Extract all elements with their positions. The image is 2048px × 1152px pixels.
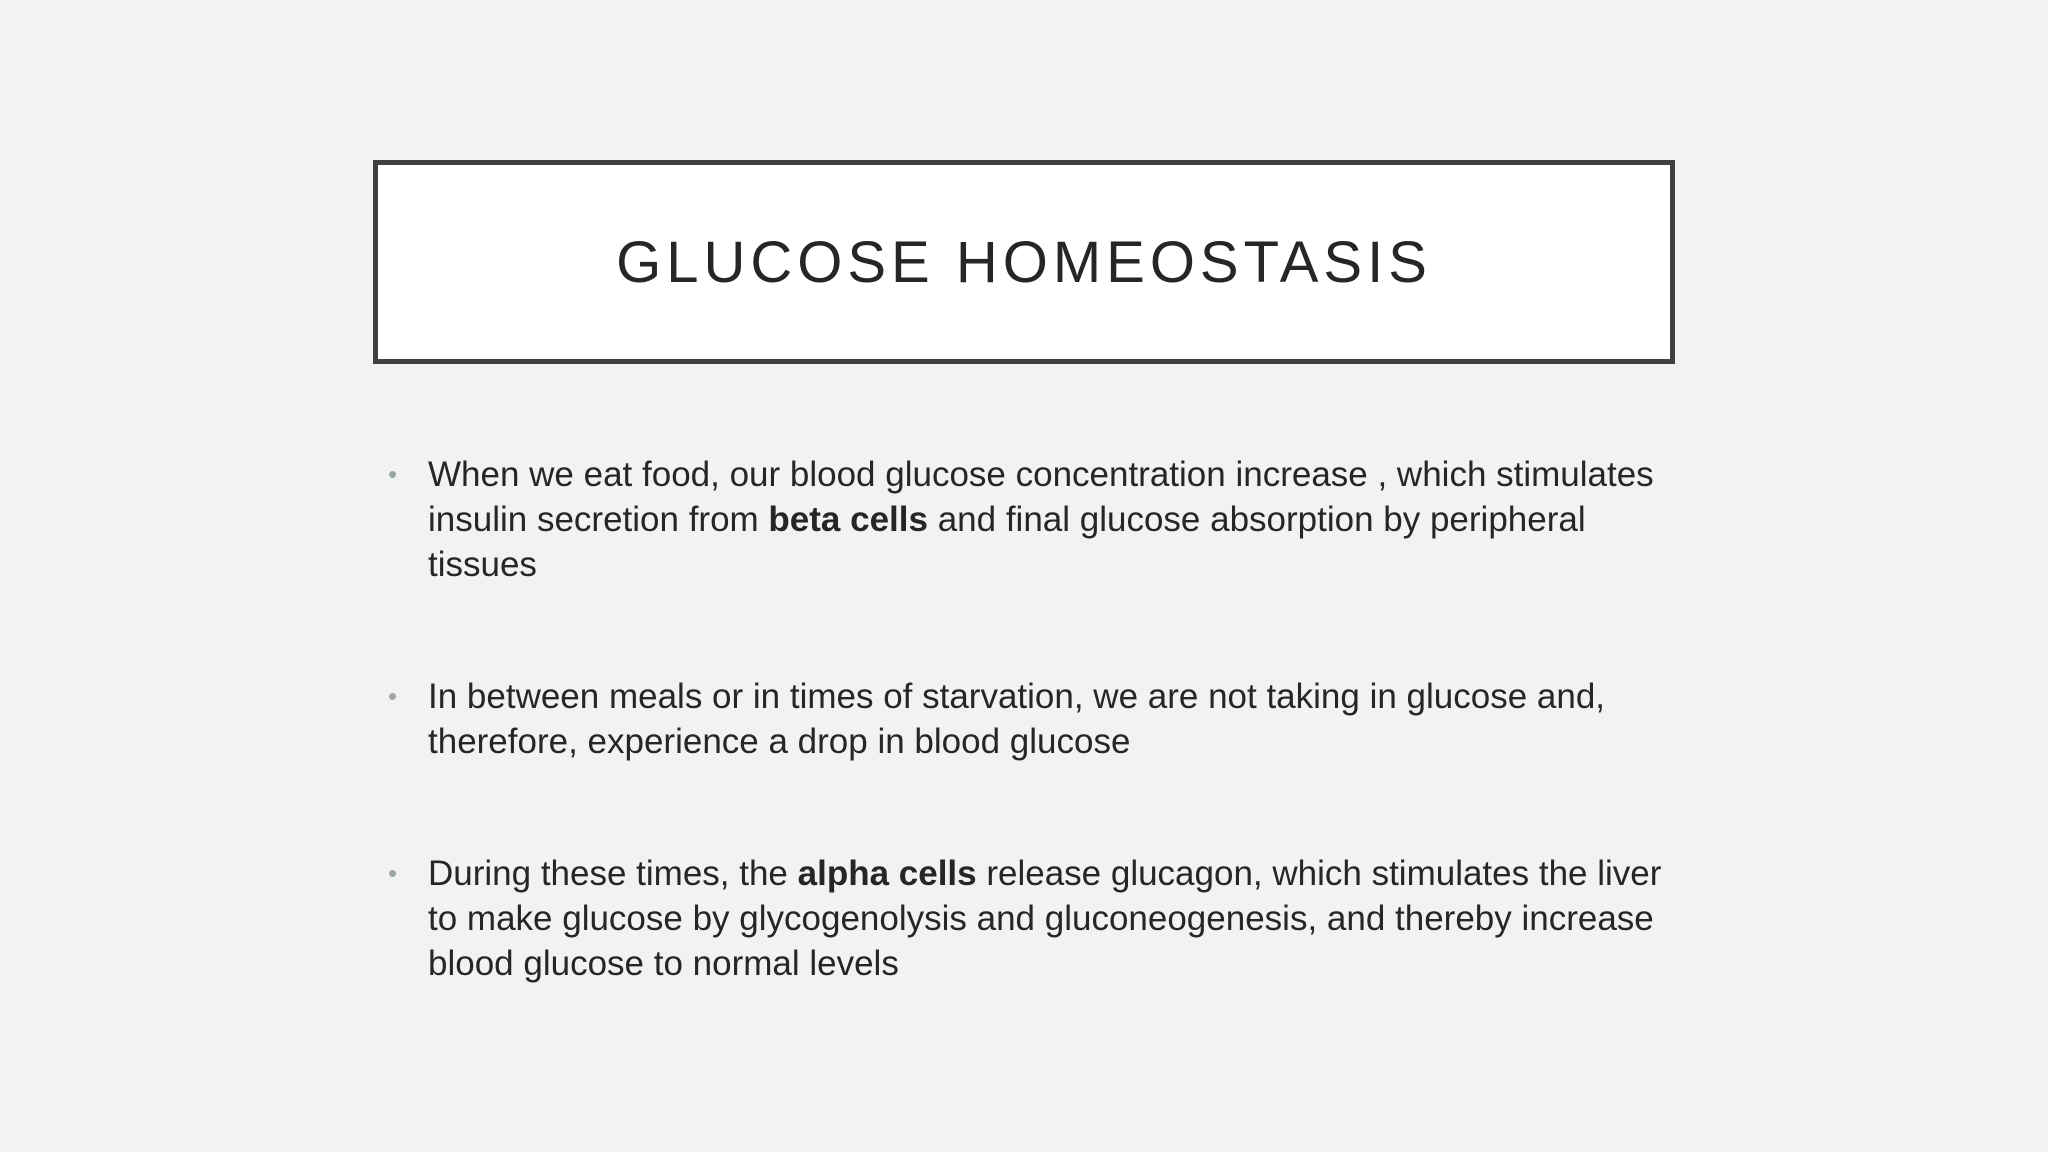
title-box <box>373 160 1675 364</box>
bullet-dot-icon: • <box>388 459 398 489</box>
bullet-dot-icon: • <box>388 858 398 888</box>
slide-title: GLUCOSE HOMEOSTASIS <box>616 229 1432 295</box>
bullet-item-glucagon <box>388 851 1678 986</box>
bullet-text: During these times, the <box>428 854 798 893</box>
bullet-dot-icon: • <box>388 681 398 711</box>
bullet-item-insulin <box>388 452 1678 587</box>
bullet-bold-term: beta cells <box>768 500 928 539</box>
bullet-text: In between meals or in times of starvation, we are not taking in glucose and, therefore, experience a drop in blood glucose <box>428 677 1606 761</box>
bullet-list <box>388 452 1678 986</box>
bullet-text: When we eat food, our blood glucose concentration increase , which stimulates insulin secretion from <box>428 455 1654 539</box>
bullet-text: and final glucose absorption by peripheral tissues <box>428 500 1586 584</box>
bullet-bold-term: alpha cells <box>797 854 977 893</box>
bullet-text: release glucagon, which stimulates the liver to make glucose by glycogenolysis and gluconeogenesis, and thereby increase blood glucose to normal levels <box>428 854 1662 983</box>
bullet-item-starvation <box>388 674 1678 764</box>
